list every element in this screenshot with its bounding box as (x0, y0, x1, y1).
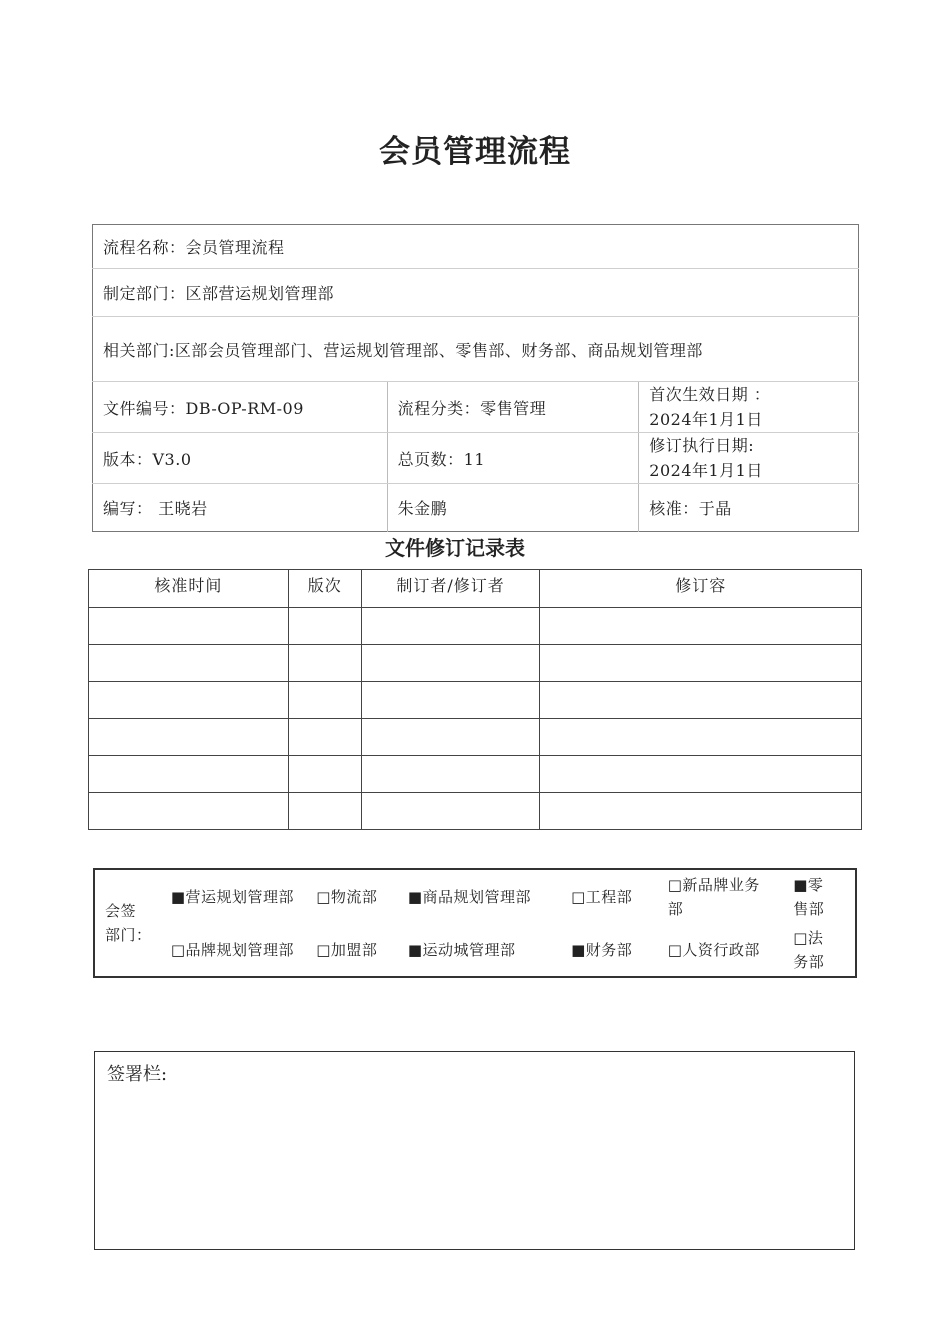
table-cell[interactable] (89, 682, 289, 719)
table-row (89, 645, 862, 682)
table-cell[interactable] (361, 608, 540, 645)
dept-franchise[interactable]: □加盟部 (316, 940, 378, 959)
table-cell[interactable] (361, 682, 540, 719)
table-cell[interactable] (540, 608, 862, 645)
revised-date-label: 修订执行日期: (649, 436, 755, 455)
checked-box-icon: ■ (170, 887, 186, 906)
signoff-label (94, 869, 171, 977)
effective-date-cell (639, 382, 859, 433)
dept-sports-city[interactable]: ■运动城管理部 (407, 940, 516, 959)
signoff-label-line1: 会签 (105, 902, 137, 920)
table-row (89, 719, 862, 756)
signoff-departments (93, 868, 857, 978)
table-row (89, 756, 862, 793)
version: 版本：V3.0 (93, 433, 388, 484)
signoff-label-line2: 部门： (105, 926, 152, 944)
dept-engineering[interactable]: □工程部 (571, 887, 633, 906)
dept-new-brand[interactable]: □新品牌业务 部 (667, 875, 760, 918)
total-pages: 总页数：11 (387, 433, 639, 484)
process-name: 流程名称：会员管理流程 (93, 225, 859, 269)
table-cell[interactable] (89, 756, 289, 793)
dept-logistics[interactable]: □物流部 (316, 887, 378, 906)
checked-box-icon: ■ (571, 940, 586, 959)
effective-date-value: 2024年1月1日 (649, 410, 763, 429)
unchecked-box-icon: □ (316, 940, 331, 959)
table-cell[interactable] (288, 682, 361, 719)
dept-finance[interactable]: ■财务部 (571, 940, 633, 959)
revised-date-value: 2024年1月1日 (649, 461, 763, 480)
signature-box[interactable] (94, 1051, 855, 1250)
table-row (89, 793, 862, 830)
owner-department: 制定部门：区部营运规划管理部 (93, 269, 859, 317)
process-category: 流程分类：零售管理 (387, 382, 639, 433)
revision-table-title: 文件修订记录表 (385, 536, 525, 560)
unchecked-box-icon: □ (316, 887, 331, 906)
table-cell[interactable] (288, 793, 361, 830)
header-content: 修订容 (540, 570, 862, 608)
table-cell[interactable] (89, 645, 289, 682)
dept-legal[interactable]: □法 务部 (793, 928, 825, 971)
table-row (89, 608, 862, 645)
unchecked-box-icon: □ (170, 940, 186, 959)
table-cell[interactable] (288, 719, 361, 756)
signature-label: 签署栏: (107, 1064, 168, 1085)
table-cell[interactable] (89, 608, 289, 645)
dept-operations-planning[interactable]: ■营运规划管理部 (170, 887, 295, 906)
unchecked-box-icon: □ (571, 887, 586, 906)
table-row (89, 682, 862, 719)
author: 编写： 王晓岩 (103, 499, 208, 518)
revision-table (88, 569, 862, 830)
table-cell[interactable] (540, 793, 862, 830)
table-cell[interactable] (361, 793, 540, 830)
header-version: 版次 (288, 570, 361, 608)
approver: 核准：于晶 (639, 484, 859, 532)
revised-date-cell (639, 433, 859, 484)
page-title: 会员管理流程 (379, 134, 571, 170)
header-author: 制订者/修订者 (361, 570, 540, 608)
checked-box-icon: ■ (407, 940, 423, 959)
dept-hr-admin[interactable]: □人资行政部 (667, 940, 760, 959)
table-cell[interactable] (540, 645, 862, 682)
table-cell[interactable] (540, 756, 862, 793)
checked-box-icon: ■ (793, 875, 808, 894)
effective-date-label: 首次生效日期 ： (649, 385, 771, 404)
table-cell[interactable] (540, 682, 862, 719)
table-cell[interactable] (89, 719, 289, 756)
unchecked-box-icon: □ (667, 875, 683, 894)
unchecked-box-icon: □ (667, 940, 683, 959)
table-cell[interactable] (288, 608, 361, 645)
dept-merchandise-planning[interactable]: ■商品规划管理部 (407, 887, 532, 906)
unchecked-box-icon: □ (793, 928, 808, 947)
document-number: 文件编号：DB-OP-RM-09 (93, 382, 388, 433)
related-departments: 相关部门:区部会员管理部门、营运规划管理部、零售部、财务部、商品规划管理部 (93, 317, 859, 382)
table-cell[interactable] (288, 756, 361, 793)
table-cell[interactable] (89, 793, 289, 830)
dept-retail[interactable]: ■零 售部 (793, 875, 825, 918)
table-cell[interactable] (361, 719, 540, 756)
process-info-table (92, 224, 859, 532)
dept-brand-planning[interactable]: □品牌规划管理部 (170, 940, 295, 959)
reviewer: 朱金鹏 (387, 484, 639, 532)
table-cell[interactable] (540, 719, 862, 756)
table-cell[interactable] (361, 756, 540, 793)
table-cell[interactable] (288, 645, 361, 682)
checked-box-icon: ■ (407, 887, 423, 906)
header-approval-time: 核准时间 (89, 570, 289, 608)
table-cell[interactable] (361, 645, 540, 682)
